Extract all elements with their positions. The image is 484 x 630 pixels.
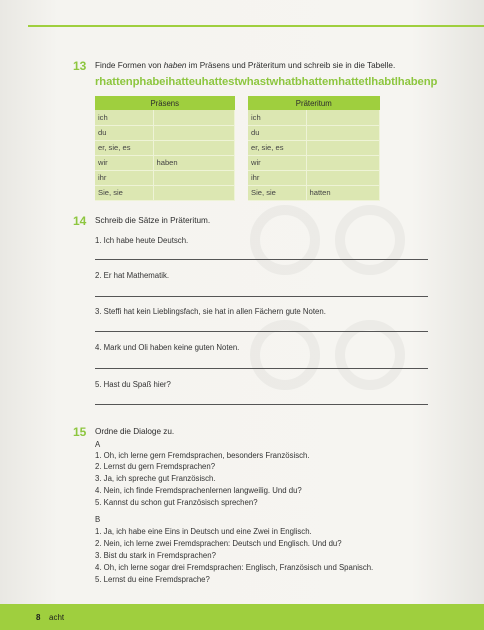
answer-cell[interactable] [306, 125, 380, 140]
sentence-4: 4. Mark und Oli haben keine guten Noten. [95, 343, 240, 352]
answer-line-3[interactable] [95, 331, 428, 332]
dialog-b-line-2: 2. Nein, ich lerne zwei Fremdsprachen: Deutsch und Englisch. Und du? [95, 539, 342, 548]
pronoun-cell: Sie, sie [95, 185, 153, 200]
table-row [95, 155, 235, 170]
answer-cell[interactable]: haben [153, 155, 235, 170]
dialog-a-label: A [95, 440, 101, 449]
sentence-3: 3. Steffi hat kein Lieblingsfach, sie hat in allen Fächern gute Noten. [95, 307, 326, 316]
exercise-15-instruction: Ordne die Dialoge zu. [95, 427, 175, 436]
pronoun-cell: du [95, 125, 153, 140]
praesens-table [95, 96, 235, 201]
answer-line-5[interactable] [95, 404, 428, 405]
answer-cell[interactable] [306, 110, 380, 125]
answer-cell[interactable] [306, 140, 380, 155]
table-row [248, 155, 380, 170]
top-rule [28, 25, 484, 27]
praeteritum-header: Präteritum [248, 96, 380, 110]
answer-line-2[interactable] [95, 296, 428, 297]
pronoun-cell: er, sie, es [95, 140, 153, 155]
instruction-emphasis: haben [163, 61, 187, 70]
pronoun-cell: ihr [95, 170, 153, 185]
instruction-text: Finde Formen von [95, 61, 164, 70]
pronoun-cell: ihr [248, 170, 306, 185]
dialog-a-line-5: 5. Kannst du schon gut Französisch sprechen? [95, 498, 258, 507]
page-number-word: acht [49, 613, 65, 622]
exercise-13-number: 13 [73, 59, 87, 73]
background-decoration [335, 205, 405, 275]
table-row [248, 185, 380, 200]
table-row [248, 125, 380, 140]
answer-line-1[interactable] [95, 259, 428, 260]
exercise-15-number: 15 [73, 425, 87, 439]
dialog-b-line-4: 4. Oh, ich lerne sogar drei Fremdsprachen: Englisch, Französisch und Spanisch. [95, 563, 374, 572]
pronoun-cell: du [248, 125, 306, 140]
answer-cell[interactable] [153, 140, 235, 155]
pronoun-cell: wir [95, 155, 153, 170]
pronoun-cell: wir [248, 155, 306, 170]
answer-cell[interactable] [306, 170, 380, 185]
table-row [95, 110, 235, 125]
praeteritum-table [248, 96, 380, 201]
sentence-5: 5. Hast du Spaß hier? [95, 380, 171, 389]
exercise-13-instruction [95, 61, 395, 70]
page-number: 8 [36, 613, 41, 622]
background-decoration [250, 205, 320, 275]
instruction-text: im Präsens und Präteritum und schreib sie in die Tabelle. [186, 61, 396, 70]
pronoun-cell: er, sie, es [248, 140, 306, 155]
letter-snake: rhattenphabeihatteuhattestwhastwhatbhattemhattetlhabtlhabenp [95, 76, 438, 88]
answer-cell[interactable] [306, 155, 380, 170]
pronoun-cell: Sie, sie [248, 185, 306, 200]
answer-cell[interactable]: hatten [306, 185, 380, 200]
answer-cell[interactable] [153, 125, 235, 140]
answer-cell[interactable] [153, 170, 235, 185]
pronoun-cell: ich [95, 110, 153, 125]
dialog-a-line-3: 3. Ja, ich spreche gut Französisch. [95, 474, 216, 483]
exercise-14-number: 14 [73, 214, 87, 228]
sentence-1: 1. Ich habe heute Deutsch. [95, 236, 189, 245]
table-row [248, 170, 380, 185]
pronoun-cell: ich [248, 110, 306, 125]
table-row [248, 140, 380, 155]
sentence-2: 2. Er hat Mathematik. [95, 271, 170, 280]
table-row [248, 110, 380, 125]
dialog-b-line-1: 1. Ja, ich habe eine Eins in Deutsch und eine Zwei in Englisch. [95, 527, 312, 536]
dialog-b-line-5: 5. Lernst du eine Fremdsprache? [95, 575, 210, 584]
praesens-header: Präsens [95, 96, 235, 110]
dialog-a-line-2: 2. Lernst du gern Fremdsprachen? [95, 462, 216, 471]
table-row [95, 125, 235, 140]
answer-cell[interactable] [153, 110, 235, 125]
footer-bar [0, 604, 484, 630]
table-row [95, 185, 235, 200]
answer-line-4[interactable] [95, 368, 428, 369]
table-row [95, 170, 235, 185]
dialog-b-line-3: 3. Bist du stark in Fremdsprachen? [95, 551, 216, 560]
dialog-b-label: B [95, 515, 101, 524]
table-row [95, 140, 235, 155]
answer-cell[interactable] [153, 185, 235, 200]
exercise-14-instruction: Schreib die Sätze in Präteritum. [95, 216, 211, 225]
dialog-a-line-4: 4. Nein, ich finde Fremdsprachenlernen langweilig. Und du? [95, 486, 302, 495]
dialog-a-line-1: 1. Oh, ich lerne gern Fremdsprachen, besonders Französisch. [95, 451, 310, 460]
